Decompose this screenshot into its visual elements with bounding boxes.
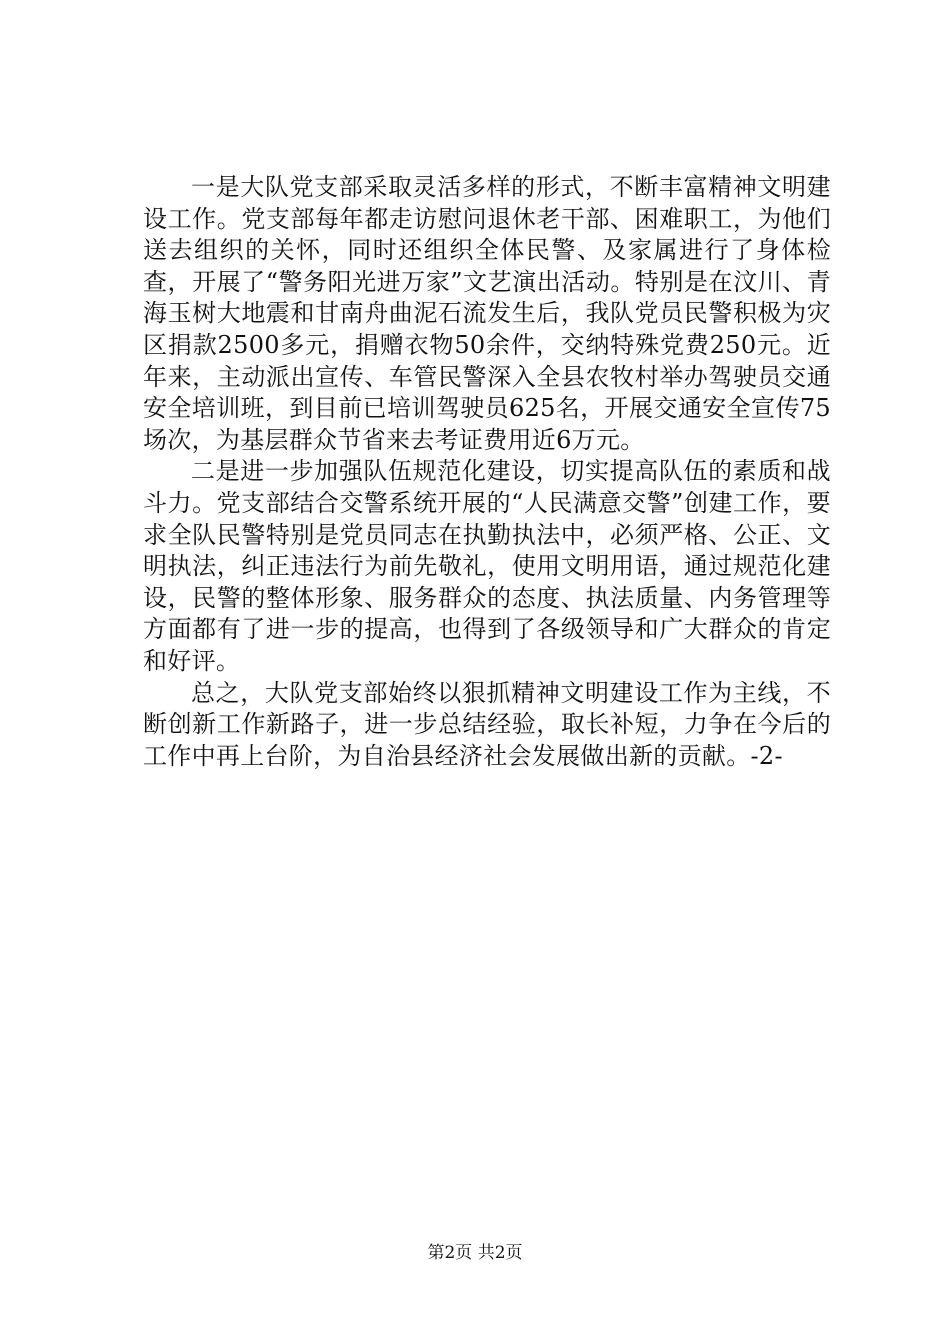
page-number-label: 第2页 共2页 — [427, 1243, 523, 1263]
paragraph-1: 一是大队党支部采取灵活多样的形式，不断丰富精神文明建设工作。党支部每年都走访慰问退休老干部、困难职工，为他们送去组织的关怀，同时还组织全体民警、及家属进行了身体检查，开展了“警务阳光进万家”文艺演出活动。特别是在汶川、青海玉树大地震和甘南舟曲泥石流发生后，我队党员民警积极为灾区捐款2500多元，捐赠衣物50余件，交纳特殊党费250元。近年来，主动派出宣传、车管民警深入全县农牧村举办驾驶员交通安全培训班，到目前已培训驾驶员625名，开展交通安全宣传75场次，为基层群众节省来去考证费用近6万元。 — [143, 173, 831, 454]
paragraph-3: 总之，大队党支部始终以狠抓精神文明建设工作为主线，不断创新工作新路子，进一步总结经验，取长补短，力争在今后的工作中再上台阶，为自治县经济社会发展做出新的贡献。-2- — [143, 678, 831, 770]
document-body — [143, 172, 831, 772]
paragraph-2: 二是进一步加强队伍规范化建设，切实提高队伍的素质和战斗力。党支部结合交警系统开展的“人民满意交警”创建工作，要求全队民警特别是党员同志在执勤执法中，必须严格、公正、文明执法，纠正违法行为前先敬礼，使用文明用语，通过规范化建设，民警的整体形象、服务群众的态度、执法质量、内务管理等方面都有了进一步的提高，也得到了各级领导和广大群众的肯定和好评。 — [143, 457, 831, 675]
page-footer — [0, 1242, 950, 1264]
